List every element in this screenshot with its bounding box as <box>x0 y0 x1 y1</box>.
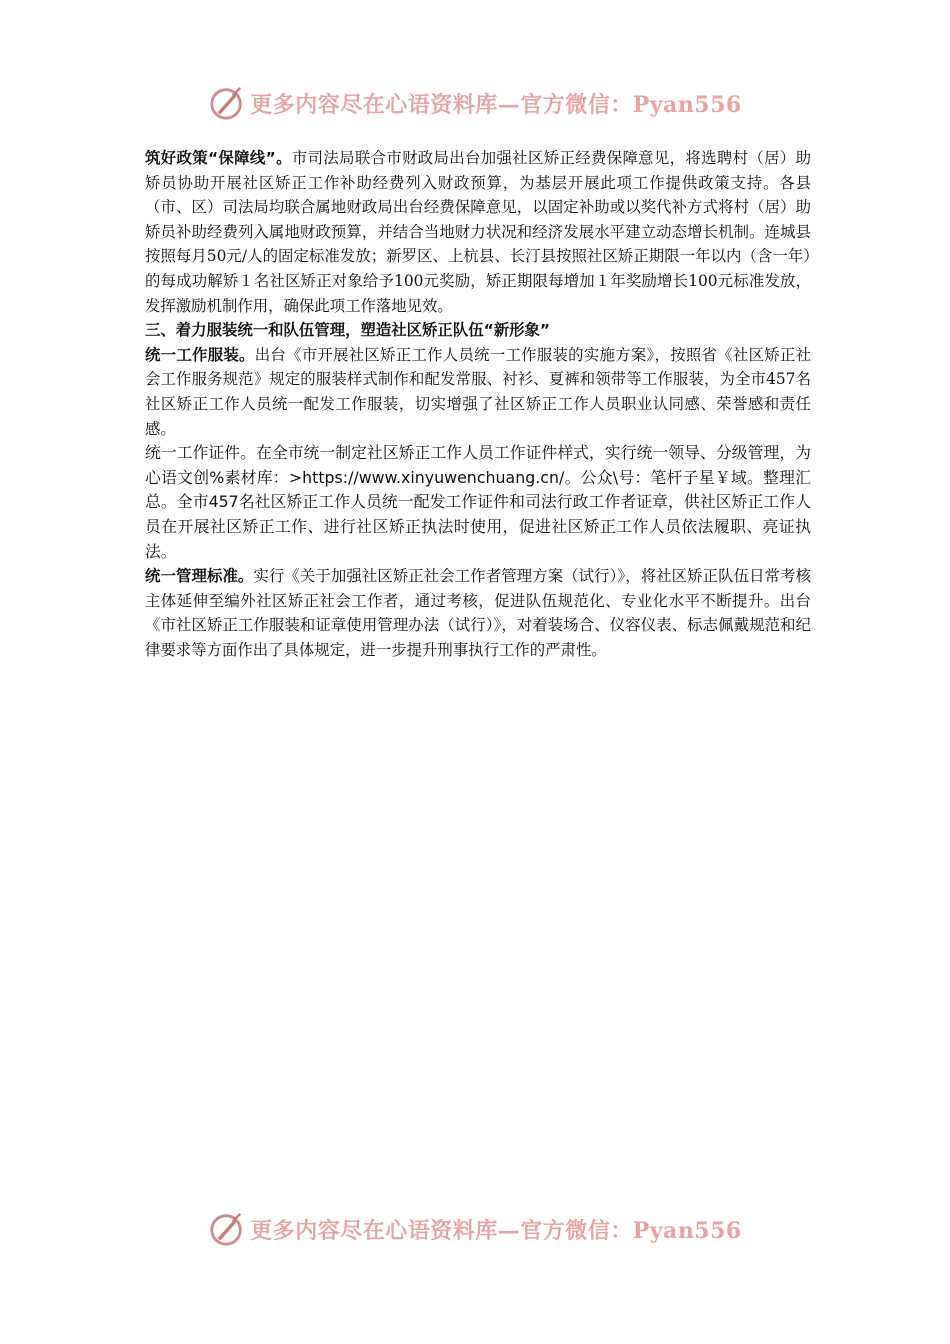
pen-nib-logo-icon <box>208 84 246 122</box>
paragraph-heading: 统一工作服装。 <box>145 345 255 364</box>
header-watermark-banner <box>0 80 950 126</box>
section-heading-three <box>145 318 811 343</box>
document-body <box>145 146 811 662</box>
section-heading-text: 三、着力服装统一和队伍管理，塑造社区矫正队伍“新形象” <box>145 321 550 340</box>
paragraph-uniform-management <box>145 564 811 662</box>
banner-text: 更多内容尽在心语资料库—官方微信：Pyan556 <box>250 1217 742 1244</box>
pen-nib-logo-icon <box>208 1210 246 1248</box>
banner-text: 更多内容尽在心语资料库—官方微信：Pyan556 <box>250 91 742 118</box>
paragraph-policy-guarantee <box>145 146 811 318</box>
paragraph-heading: 统一工作证件。 <box>145 443 257 463</box>
paragraph-text: 出台《市开展社区矫正工作人员统一工作服装的实施方案》，按照省《社区矫正社会工作服务规范》规定的服装样式制作和配发常服、衬衫、夏裤和领带等工作服装，为全市457名社区矫正工作人员统一配发工作服装，切实增强了社区矫正工作人员职业认同感、荣誉感和责任感。 <box>145 345 811 438</box>
paragraph-text: 市司法局联合市财政局出台加强社区矫正经费保障意见，将选聘村（居）助矫员协助开展社区矫正工作补助经费列入财政预算，为基层开展此项工作提供政策支持。各县（市、区）司法局均联合属地财政局出台经费保障意见，以固定补助或以奖代补方式将村（居）助矫员补助经费列入属地财政预算，并结合当地财力状况和经济发展水平建立动态增长机制。连城县按照每月50元/人的固定标准发放；新罗区、上杭县、长汀县按照社区矫正期限一年以内（含一年）的每成功解矫１名社区矫正对象给予100元奖励，矫正期限每增加１年奖励增长100元标准发放，发挥激励机制作用，确保此项工作落地见效。 <box>145 149 811 315</box>
paragraph-heading: 筑好政策“保障线”。 <box>145 149 292 167</box>
paragraph-text: 实行《关于加强社区矫正社会工作者管理方案（试行）》，将社区矫正队伍日常考核主体延伸至编外社区矫正社会工作者，通过考核，促进队伍规范化、专业化水平不断提升。出台《市社区矫正工作服装和证章使用管理办法（试行）》，对着装场合、仪容仪表、标志佩戴规范和纪律要求等方面作出了具体规定，进一步提升刑事执行工作的严肃性。 <box>145 567 811 659</box>
paragraph-text: 在全市统一制定社区矫正工作人员工作证件样式，实行统一领导、分级管理，为心语文创%素材库：>https://www.xinyuwenchuang.cn/。公众\号：笔杆子星￥域。整理汇总。全市457名社区矫正工作人员统一配发工作证件和司法行政工作者证章，供社区矫正工作人员在开展社区矫正工作、进行社区矫正执法时使用，促进社区矫正工作人员依法履职、亮证执法。 <box>145 443 811 561</box>
paragraph-uniform-certificates <box>145 441 811 564</box>
footer-watermark-banner <box>0 1206 950 1252</box>
paragraph-heading: 统一管理标准。 <box>145 567 254 586</box>
paragraph-uniform-clothing <box>145 343 811 441</box>
